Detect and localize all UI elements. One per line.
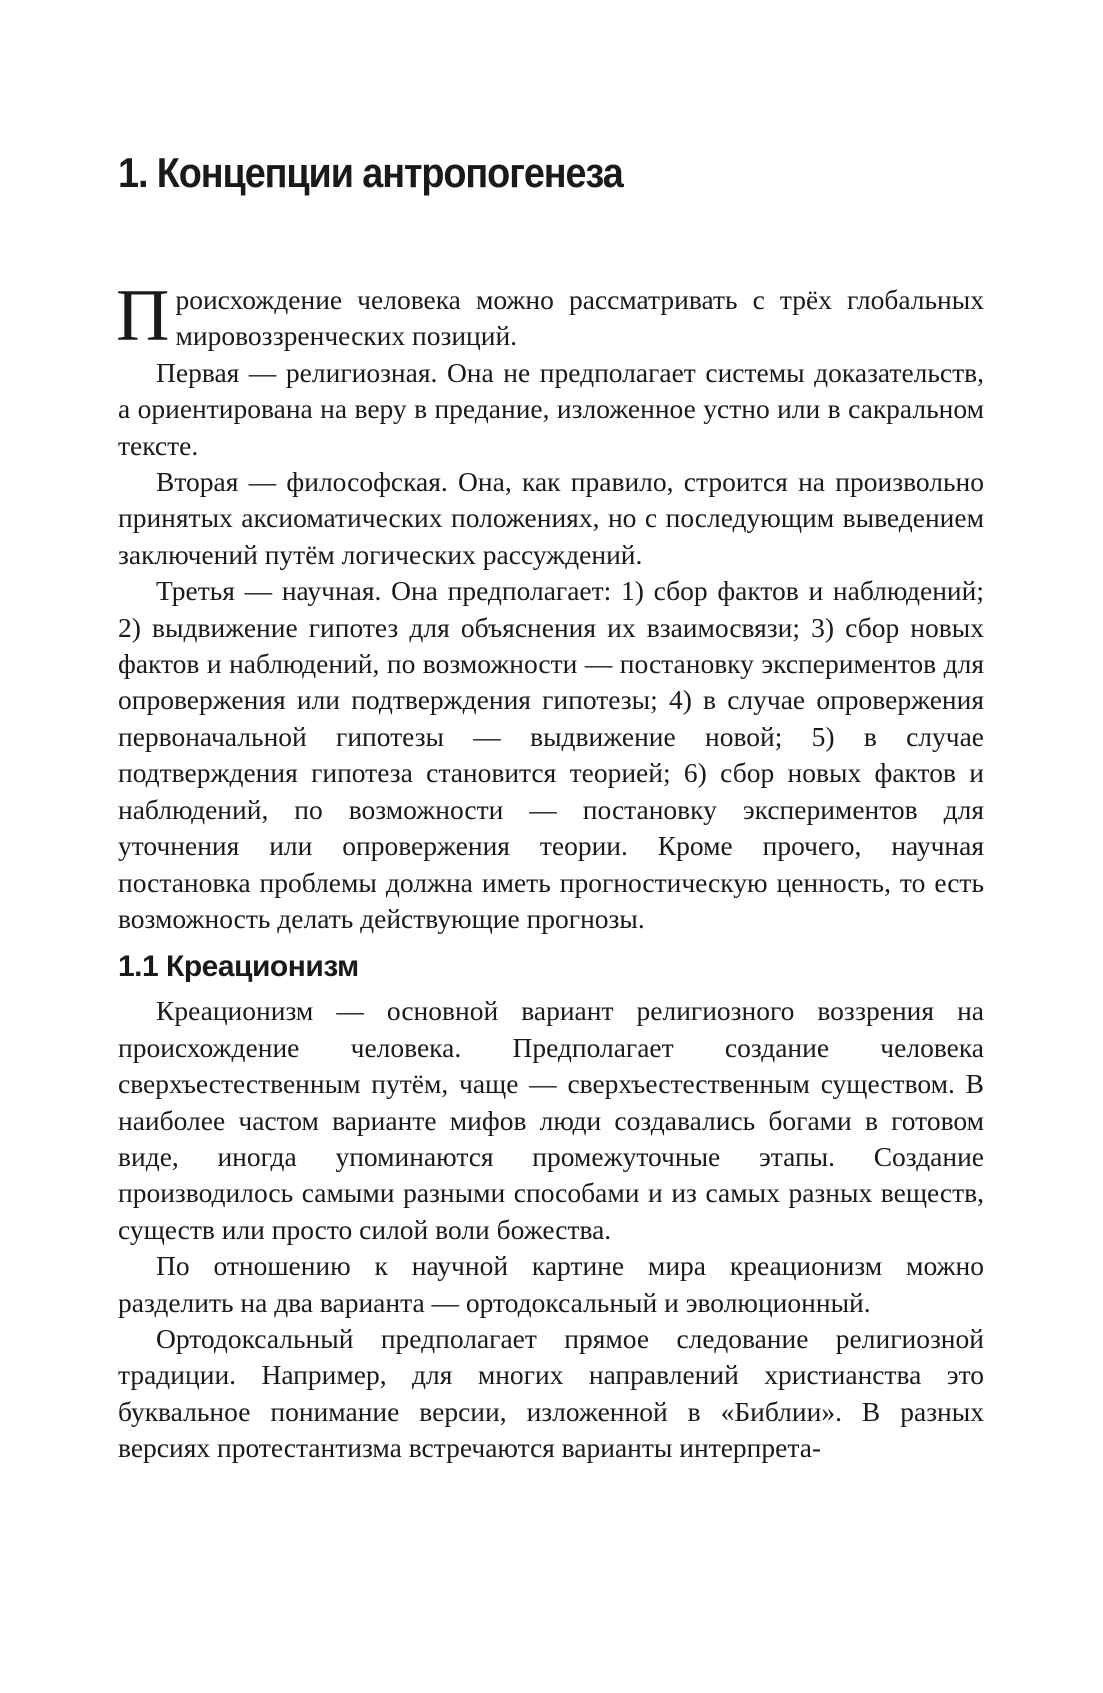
section-paragraph-variants: По отношению к научной картине мира креационизм можно разделить на два варианта — ортодоксальный и эволюционный. (118, 1250, 984, 1318)
intro-paragraph-scientific: Третья — научная. Она предполагает: 1) сбор фактов и наблюдений; 2) выдвижение гипотез для объяснения их взаимосвязи; 3) сбор новых фактов и наблюдений, по возможности — постановку экспериментов для опровержения или подтверждения гипотезы; 4) в случае опровержения первоначальной гипотезы — выдвижение новой; 5) в случае подтверждения гипотеза становится теорией; 6) сбор новых фактов и наблюдений, по возможности — постановку экспериментов для уточнения или опровержения теории. Кроме прочего, научная постановка проблемы должна иметь прогностическую ценность, то есть возможность делать действующие прогнозы. (118, 575, 984, 934)
section-title: 1.1 Креационизм (118, 950, 359, 984)
chapter-title: 1. Концепции антропогенеза (118, 149, 623, 196)
intro-paragraph-philosophical: Вторая — философская. Она, как правило, строится на произвольно принятых аксиоматических положениях, но с последующим выведением заключений путём логических рассуждений. (118, 466, 984, 570)
page-body (116, 275, 984, 1467)
drop-cap: П (116, 275, 170, 357)
intro-paragraph-religious: Первая — религиозная. Она не предполагает системы доказательств, а ориентирована на веру в предание, изложенное устно или в сакральном тексте. (118, 356, 984, 461)
section-paragraph-definition: Креационизм — основной вариант религиозного воззрения на происхождение человека. Предполагает создание человека сверхъестественным путём, чаще — сверхъестественным существом. В наиболее частом варианте мифов люди создавались богами в готовом виде, иногда упоминаются промежуточные этапы. Создание производилось самыми разными способами и из самых разных веществ, существ или просто силой воли божества. (118, 995, 984, 1245)
section-paragraph-orthodox: Ортодоксальный предполагает прямое следование религиозной традиции. Например, для многих направлений христианства это буквальное понимание версии, изложенной в «Библии». В разных версиях протестантизма встречаются варианты интерпрета- (118, 1322, 984, 1464)
intro-paragraph-first-text: роисхождение человека можно рассматривать с трёх глобальных мировоззренческих позиций. (175, 284, 984, 352)
intro-paragraph-first (116, 275, 984, 357)
